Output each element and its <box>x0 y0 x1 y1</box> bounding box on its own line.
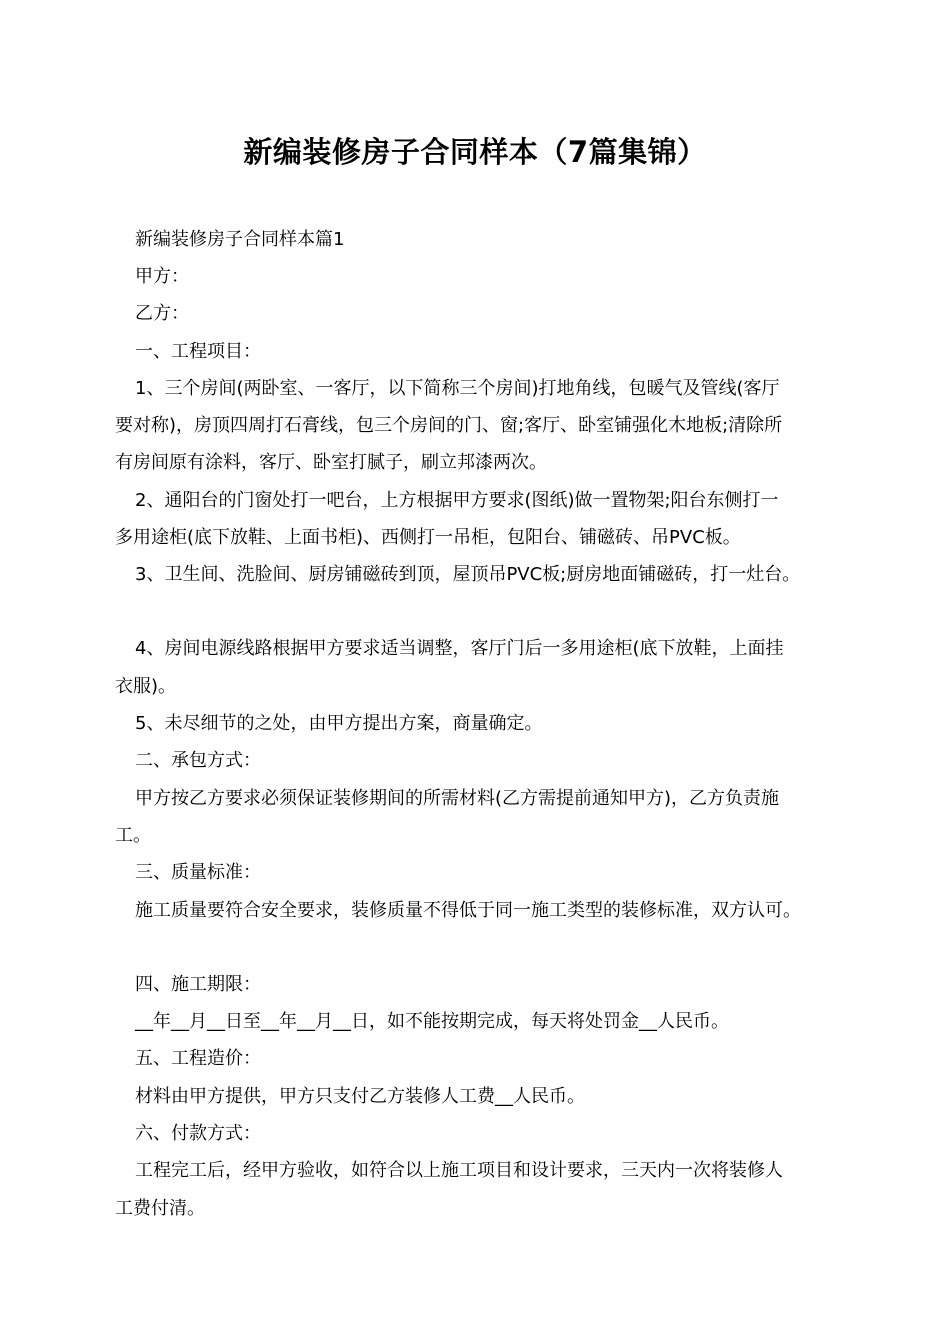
paragraph-line: 工。 <box>115 825 151 846</box>
paragraph-line: 施工质量要符合安全要求，装修质量不得低于同一施工类型的装修标准，双方认可。 <box>135 900 801 921</box>
party-a-label: 甲方： <box>135 266 189 287</box>
paragraph-line: 材料由甲方提供，甲方只支付乙方装修人工费__人民币。 <box>135 1086 585 1107</box>
paragraph-line: 衣服)。 <box>115 676 177 697</box>
paragraph-line: 要对称)，房顶四周打石膏线，包三个房间的门、窗;客厅、卧室铺强化木地板;清除所 <box>115 415 783 436</box>
paragraph-line: 4、房间电源线路根据甲方要求适当调整，客厅门后一多用途柜(底下放鞋，上面挂 <box>135 638 784 659</box>
paragraph-line: 多用途柜(底下放鞋、上面书柜)、西侧打一吊柜，包阳台、铺磁砖、吊PVC板。 <box>115 527 741 548</box>
paragraph-line: 1、三个房间(两卧室、一客厅，以下简称三个房间)打地角线，包暖气及管线(客厅 <box>135 378 780 399</box>
paragraph-line: 有房间原有涂料，客厅、卧室打腻子，刷立邦漆两次。 <box>115 452 547 473</box>
document-title: 新编装修房子合同样本（7篇集锦） <box>243 135 707 169</box>
paragraph-line: 工费付清。 <box>115 1198 205 1219</box>
party-b-label: 乙方： <box>135 303 189 324</box>
section-heading-part-1: 新编装修房子合同样本篇1 <box>135 229 345 250</box>
clause-heading-period: 四、施工期限： <box>135 974 261 995</box>
clause-heading-contract-method: 二、承包方式： <box>135 750 261 771</box>
paragraph-line: 甲方按乙方要求必须保证装修期间的所需材料(乙方需提前通知甲方)，乙方负责施 <box>135 788 780 809</box>
clause-heading-quality: 三、质量标准： <box>135 862 261 883</box>
clause-heading-cost: 五、工程造价： <box>135 1048 261 1069</box>
clause-heading-payment: 六、付款方式： <box>135 1123 261 1144</box>
paragraph-line: 2、通阳台的门窗处打一吧台，上方根据甲方要求(图纸)做一置物架;阳台东侧打一 <box>135 490 779 511</box>
paragraph-line: 5、未尽细节的之处，由甲方提出方案，商量确定。 <box>135 713 543 734</box>
clause-heading-project: 一、工程项目： <box>135 341 261 362</box>
paragraph-line: __年__月__日至__年__月__日，如不能按期完成，每天将处罚金__人民币。 <box>135 1011 729 1032</box>
paragraph-line: 工程完工后，经甲方验收，如符合以上施工项目和设计要求，三天内一次将装修人 <box>135 1160 783 1181</box>
paragraph-line: 3、卫生间、洗脸间、厨房铺磁砖到顶，屋顶吊PVC板;厨房地面铺磁砖，打一灶台。 <box>135 564 801 585</box>
